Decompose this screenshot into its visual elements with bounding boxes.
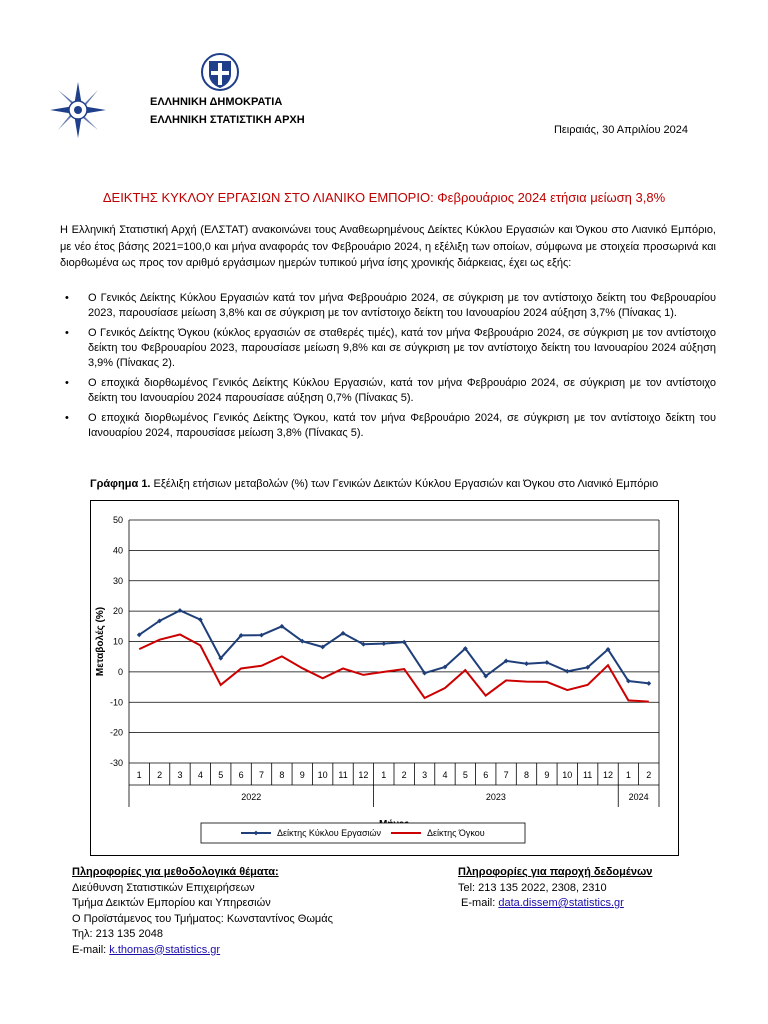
- y-tick-label: 50: [112, 515, 123, 525]
- x-tick-label: 5: [218, 770, 224, 780]
- greek-coat-of-arms-icon: [200, 52, 240, 92]
- email-link-thomas[interactable]: k.thomas@statistics.gr: [109, 943, 221, 956]
- x-tick-label: 1: [625, 770, 631, 780]
- list-item: • Ο Γενικός Δείκτης Κύκλου Εργασιών κατά τον μήνα Φεβρουάριο 2024, σε σύγκριση με τον αντίστοιχο δείκτη του Φεβρουαρίου 2023, παρουσίασε μείωση 3,8% και σε σύγκριση με τον αντίστοιχο δείκτη του Ιανουαρίου 2024 αύξηση 3,7% (Πίνακας 1).: [65, 292, 716, 319]
- x-tick-label: 7: [503, 770, 509, 780]
- x-tick-label: 3: [177, 770, 183, 780]
- x-tick-label: 8: [523, 770, 530, 780]
- head-of-section-line: Ο Προϊστάμενος του Τμήματος: Κωνσταντίνος Θωμάς: [72, 912, 333, 925]
- x-tick-label: 11: [338, 770, 348, 780]
- bullet-icon: •: [65, 377, 69, 389]
- list-item: • Ο εποχικά διορθωμένος Γενικός Δείκτης Κύκλου Εργασιών, κατά τον μήνα Φεβρουάριο 2024, σε σύγκριση με τον αντίστοιχο δείκτη του Ιανουαρίου 2024 παρουσίασε αύξηση 0,7% (Πίνακας 5).: [65, 377, 716, 404]
- headline: ΔΕΙΚΤΗΣ ΚΥΚΛΟΥ ΕΡΓΑΣΙΩΝ ΣΤΟ ΛΙΑΝΙΚΟ ΕΜΠΟΡΙΟ: Φεβρουάριος 2024 ετήσια μείωση 3,8%: [102, 190, 666, 205]
- y-tick-label: 0: [117, 666, 123, 677]
- y-tick-label: 30: [112, 575, 123, 586]
- findings-list: [60, 291, 716, 446]
- x-tick-label: 6: [483, 770, 489, 780]
- x-tick-label: 2: [401, 770, 407, 780]
- legend-label: Δείκτης Όγκου: [427, 828, 485, 838]
- x-tick-label: 11: [582, 770, 593, 780]
- phone-line: Τηλ: 213 135 2048: [72, 928, 163, 940]
- email-link-dissem[interactable]: data.dissem@statistics.gr: [498, 897, 624, 909]
- y-axis-label: Μεταβολές (%): [95, 606, 106, 677]
- x-tick-label: 4: [197, 770, 203, 780]
- data-point: [381, 641, 386, 646]
- list-item: • Ο εποχικά διορθωμένος Γενικός Δείκτης Όγκου, κατά τον μήνα Φεβρουάριο 2024, σε σύγκριση με τον αντίστοιχο δείκτη του Ιανουαρίου 2024, παρουσίασε μείωση 3,8% (Πίνακας 5).: [65, 412, 716, 439]
- x-tick-label: 1: [381, 770, 387, 780]
- bullet-icon: •: [65, 327, 69, 339]
- x-tick-label: 5: [462, 770, 468, 780]
- x-tick-label: 8: [279, 770, 285, 780]
- chart-caption-label: Γράφημα 1.: [90, 478, 151, 490]
- bullet-icon: •: [65, 412, 69, 424]
- x-tick-label: 6: [238, 770, 244, 780]
- bullet-icon: •: [65, 292, 69, 304]
- x-tick-label: 4: [442, 770, 448, 780]
- chart-caption: [90, 478, 658, 490]
- x-tick-label: 2: [157, 770, 163, 780]
- data-point: [646, 681, 651, 686]
- y-tick-label: -30: [109, 758, 123, 768]
- list-item: • Ο Γενικός Δείκτης Όγκου (κύκλος εργασιών σε σταθερές τιμές), κατά τον μήνα Φεβρουάριο 2024, σε σύγκριση με τον αντίστοιχο δείκτη του Φεβρουαρίου 2023, παρουσίασε μείωση 9,8% και σε σύγκριση με τον αντίστοιχο δείκτη του Ιανουαρίου 2024 αύξηση 3,9% (Πίνακας 2).: [65, 327, 716, 369]
- data-provision-tel: Tel: 213 135 2022, 2308, 2310: [458, 881, 607, 894]
- x-tick-label: 12: [603, 770, 614, 780]
- intro-paragraph: Η Ελληνική Στατιστική Αρχή (ΕΛΣΤΑΤ) ανακοινώνει τους Αναθεωρημένους Δείκτες Κύκλου Εργασιών και Όγκου στο Λιανικό Εμπόριο, με νέο έτος βάσης 2021=100,0 και μήνα αναφοράς τον Φεβρουάριο 2024, η εξέλιξη των οποίων, σύμφωνα με στοιχεία προσωρινά και διορθωμένα ως προς τον αριθμό εργάσιμων ημερών τυπικού μήνα ίσης χρονικής διάρκειας, έχει ως εξής:: [60, 224, 716, 269]
- methodology-info-header: Πληροφορίες για μεθοδολογικά θέματα:: [72, 866, 279, 878]
- line-chart: [91, 501, 678, 855]
- y-tick-label: -10: [109, 697, 123, 708]
- x-tick-label: 9: [299, 770, 305, 780]
- y-tick-label: -20: [109, 727, 123, 738]
- data-provision-email-line: E-mail: data.dissem@statistics.gr: [458, 897, 624, 909]
- data-point: [524, 661, 529, 666]
- org-name-elstat: ΕΛΛΗΝΙΚΗ ΣΤΑΤΙΣΤΙΚΗ ΑΡΧΗ: [150, 114, 305, 126]
- year-label: 2023: [485, 792, 506, 802]
- series-line-1: [139, 611, 649, 684]
- y-tick-label: 20: [112, 606, 123, 617]
- org-name-republic: ΕΛΛΗΝΙΚΗ ΔΗΜΟΚΡΑΤΙΑ: [150, 96, 283, 108]
- chart-frame: [90, 500, 679, 856]
- x-tick-label: 2: [646, 770, 652, 780]
- x-tick-label: 1: [136, 770, 142, 780]
- x-tick-label: 9: [544, 770, 550, 780]
- release-date: Πειραιάς, 30 Απριλίου 2024: [553, 124, 688, 136]
- department-line: Διεύθυνση Στατιστικών Επιχειρήσεων: [72, 881, 255, 894]
- data-provision-header: Πληροφορίες για παροχή δεδομένων: [458, 866, 653, 878]
- x-tick-label: 7: [258, 770, 265, 780]
- elstat-compass-logo-icon: [48, 80, 108, 140]
- email-line: E-mail: k.thomas@statistics.gr: [72, 943, 221, 956]
- data-provision-info: [458, 865, 718, 912]
- methodology-info: [72, 865, 452, 958]
- legend-label: Δείκτης Κύκλου Εργασιών: [277, 828, 382, 838]
- section-line: Τμήμα Δεικτών Εμπορίου και Υπηρεσιών: [72, 897, 271, 909]
- x-tick-label: 12: [358, 770, 369, 780]
- series-line-2: [139, 635, 649, 702]
- year-label: 2024: [628, 792, 649, 802]
- year-label: 2022: [241, 792, 262, 802]
- x-tick-label: 10: [562, 770, 573, 780]
- x-tick-label: 3: [422, 770, 428, 780]
- y-tick-label: 40: [112, 545, 123, 556]
- y-tick-label: 10: [112, 636, 123, 647]
- chart-caption-text: Εξέλιξη ετήσιων μεταβολών (%) των Γενικών Δεικτών Κύκλου Εργασιών και Όγκου στο Λιανικό Εμπόριο: [150, 478, 659, 490]
- x-tick-label: 10: [317, 770, 328, 780]
